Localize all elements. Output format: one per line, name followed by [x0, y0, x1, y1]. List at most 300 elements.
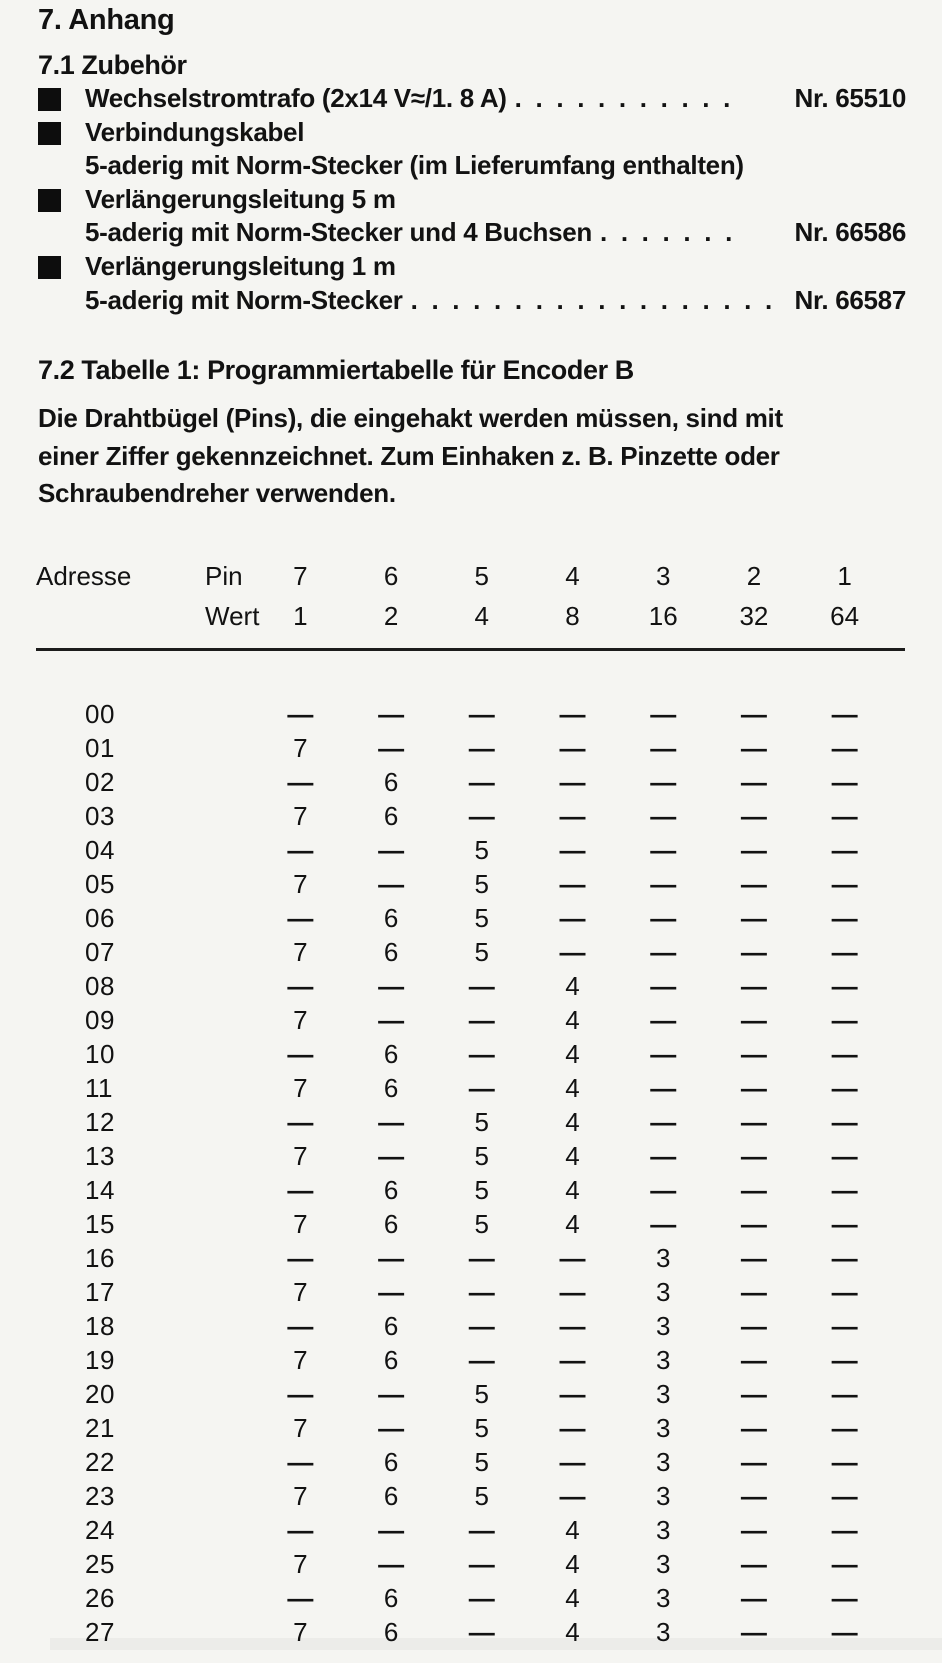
pin-cell: —	[740, 1277, 767, 1307]
row-spacer	[205, 1139, 255, 1173]
address-cell: 06	[85, 903, 115, 933]
wert-value-cell: 64	[830, 601, 860, 631]
pin-cell: 6	[383, 937, 399, 967]
pin-cell: 6	[383, 1039, 399, 1069]
table-row	[36, 697, 890, 731]
pin-cell: —	[740, 801, 767, 831]
row-spacer	[205, 1071, 255, 1105]
pin-cell: 6	[383, 1073, 399, 1103]
table-row	[36, 731, 890, 765]
row-spacer	[205, 1173, 255, 1207]
pin-cell: 7	[293, 1141, 308, 1171]
pin-cell: —	[378, 1277, 405, 1307]
row-spacer	[205, 1445, 255, 1479]
description-line: Schraubendreher verwenden.	[38, 478, 396, 508]
table-row	[36, 1207, 890, 1241]
pin-cell: 5	[474, 1481, 490, 1511]
address-cell: 19	[85, 1345, 115, 1375]
description-line: Die Drahtbügel (Pins), die eingehakt werden müssen, sind mit	[38, 403, 783, 433]
table-pin-label: Pin	[205, 561, 243, 591]
row-spacer	[205, 1377, 255, 1411]
pin-cell: —	[740, 1583, 767, 1613]
table-header-pin-row	[36, 556, 890, 596]
table-row	[36, 1445, 890, 1479]
pin-cell: —	[831, 1073, 858, 1103]
pin-cell: 4	[565, 1583, 580, 1613]
pin-cell: —	[287, 1243, 314, 1273]
pin-cell: 5	[474, 903, 490, 933]
section-7-1-heading: 7.1 Zubehör	[38, 50, 187, 80]
pin-cell: —	[740, 1209, 767, 1239]
table-row	[36, 901, 890, 935]
accessory-item	[38, 216, 906, 250]
pin-cell: 4	[565, 971, 580, 1001]
pin-cell: —	[740, 1413, 767, 1443]
pin-cell: —	[559, 1447, 586, 1477]
pin-cell: —	[831, 767, 858, 797]
pin-cell: 3	[655, 1311, 671, 1341]
item-label: Verlängerungsleitung 1 m	[85, 250, 396, 281]
pin-cell: —	[559, 767, 586, 797]
pin-cell: 5	[474, 1379, 490, 1409]
address-cell: 05	[85, 869, 115, 899]
address-cell: 04	[85, 835, 115, 865]
address-cell: 11	[85, 1073, 113, 1103]
dot-leader: . . . . . . .	[599, 217, 732, 248]
pin-cell: —	[559, 801, 586, 831]
table-row	[36, 833, 890, 867]
pin-cell: —	[650, 1209, 677, 1239]
pin-cell: —	[287, 971, 314, 1001]
pin-cell: 4	[565, 1549, 580, 1579]
pin-cell: —	[559, 1413, 586, 1443]
pin-cell: —	[559, 1243, 586, 1273]
pin-cell: 7	[293, 733, 308, 763]
accessory-item	[38, 284, 906, 318]
pin-cell: 5	[474, 1209, 490, 1239]
table-row	[36, 1581, 890, 1615]
pin-cell: 5	[474, 937, 490, 967]
pin-cell: 6	[383, 767, 399, 797]
pin-cell: —	[650, 1141, 677, 1171]
table-row	[36, 1173, 890, 1207]
pin-cell: 7	[293, 1413, 308, 1443]
pin-cell: 6	[383, 1481, 399, 1511]
accessory-item	[38, 116, 906, 150]
address-cell: 26	[85, 1583, 115, 1613]
table-row	[36, 1377, 890, 1411]
pin-cell: —	[650, 733, 677, 763]
table-header-spacer	[36, 596, 205, 636]
pin-cell: —	[831, 903, 858, 933]
pin-cell: —	[287, 699, 314, 729]
row-spacer	[205, 1411, 255, 1445]
pin-cell: —	[559, 733, 586, 763]
pin-cell: 7	[293, 801, 308, 831]
pin-cell: —	[740, 835, 767, 865]
wert-value-cell: 4	[474, 601, 490, 631]
pin-cell: —	[740, 1617, 767, 1647]
pin-cell: 6	[383, 1175, 399, 1205]
item-ref: Nr. 66586	[794, 217, 906, 248]
pin-cell: —	[378, 869, 405, 899]
table-row	[36, 799, 890, 833]
pin-cell: —	[831, 1107, 858, 1137]
pin-cell: —	[378, 1141, 405, 1171]
pin-cell: —	[650, 903, 677, 933]
pin-cell: —	[740, 1107, 767, 1137]
pin-cell: 4	[565, 1039, 580, 1069]
wert-value-cell: 1	[293, 601, 308, 631]
accessory-item	[38, 183, 906, 217]
pin-cell: —	[468, 801, 495, 831]
pin-cell: —	[831, 1141, 858, 1171]
row-spacer	[205, 731, 255, 765]
row-spacer	[205, 799, 255, 833]
bullet-square-icon	[38, 82, 85, 116]
pin-cell: —	[650, 869, 677, 899]
pin-cell: 3	[655, 1481, 671, 1511]
program-table-header	[0, 556, 890, 636]
pin-cell: —	[831, 1515, 858, 1545]
table-row	[36, 1071, 890, 1105]
pin-cell: 3	[655, 1413, 671, 1443]
pin-cell: 7	[293, 1549, 308, 1579]
bullet-square-icon	[38, 116, 85, 150]
pin-cell: —	[740, 733, 767, 763]
accessory-list	[38, 82, 906, 317]
address-cell: 17	[85, 1277, 115, 1307]
pin-cell: —	[468, 1005, 495, 1035]
pin-cell: —	[287, 1379, 314, 1409]
pin-cell: 7	[293, 1209, 308, 1239]
pin-cell: —	[650, 767, 677, 797]
pin-cell: —	[831, 1617, 858, 1647]
pin-cell: 6	[383, 1583, 399, 1613]
pin-cell: —	[559, 1277, 586, 1307]
pin-cell: 7	[293, 1005, 308, 1035]
bullet-square-icon	[38, 183, 85, 217]
address-cell: 24	[85, 1515, 115, 1545]
pin-cell: —	[650, 1039, 677, 1069]
pin-cell: —	[740, 767, 767, 797]
indent-spacer	[38, 284, 85, 318]
item-ref: Nr. 66587	[794, 284, 906, 315]
address-cell: 25	[85, 1549, 115, 1579]
item-label: Wechselstromtrafo (2x14 V≈/1. 8 A)	[85, 83, 507, 113]
pin-cell: —	[740, 1549, 767, 1579]
table-row	[36, 1105, 890, 1139]
pin-cell: —	[740, 1481, 767, 1511]
pin-number-cell: 7	[293, 561, 308, 591]
pin-cell: 4	[565, 1175, 580, 1205]
row-spacer	[205, 1343, 255, 1377]
pin-cell: —	[287, 903, 314, 933]
address-cell: 15	[85, 1209, 115, 1239]
table-address-label: Adresse	[36, 561, 132, 591]
address-cell: 09	[85, 1005, 115, 1035]
row-spacer	[205, 833, 255, 867]
pin-cell: 7	[293, 1617, 308, 1647]
address-cell: 08	[85, 971, 115, 1001]
pin-cell: —	[831, 1311, 858, 1341]
pin-cell: —	[559, 903, 586, 933]
pin-cell: 4	[565, 1209, 580, 1239]
indent-spacer	[38, 149, 85, 183]
row-spacer	[205, 1003, 255, 1037]
pin-cell: 4	[565, 1107, 580, 1137]
pin-cell: 6	[383, 1345, 399, 1375]
pin-cell: 3	[655, 1515, 671, 1545]
row-spacer	[205, 1241, 255, 1275]
accessory-item	[38, 82, 906, 116]
pin-cell: —	[831, 1039, 858, 1069]
pin-cell: 7	[293, 1481, 308, 1511]
item-label: 5-aderig mit Norm-Stecker	[85, 284, 403, 315]
pin-cell: —	[378, 699, 405, 729]
pin-cell: —	[831, 1243, 858, 1273]
pin-cell: —	[740, 1515, 767, 1545]
pin-cell: —	[287, 835, 314, 865]
pin-cell: —	[831, 1277, 858, 1307]
address-cell: 18	[85, 1311, 115, 1341]
table-row	[36, 867, 890, 901]
row-spacer	[205, 1037, 255, 1071]
pin-cell: —	[740, 1005, 767, 1035]
pin-cell: 5	[474, 869, 490, 899]
pin-cell: —	[831, 1209, 858, 1239]
pin-cell: —	[559, 869, 586, 899]
pin-cell: 5	[474, 1175, 490, 1205]
pin-cell: —	[378, 835, 405, 865]
pin-cell: 4	[565, 1073, 580, 1103]
pin-cell: —	[650, 835, 677, 865]
pin-cell: —	[468, 1039, 495, 1069]
pin-number-cell: 2	[746, 561, 762, 591]
pin-cell: 5	[474, 835, 490, 865]
pin-cell: —	[831, 1447, 858, 1477]
page-title: 7. Anhang	[38, 4, 175, 36]
pin-cell: —	[740, 1073, 767, 1103]
pin-cell: —	[468, 1515, 495, 1545]
row-spacer	[205, 935, 255, 969]
pin-number-cell: 5	[474, 561, 490, 591]
table-rule	[36, 648, 905, 651]
pin-cell: —	[740, 699, 767, 729]
pin-cell: —	[468, 1311, 495, 1341]
pin-cell: —	[831, 1005, 858, 1035]
pin-cell: —	[468, 1583, 495, 1613]
pin-cell: —	[378, 1379, 405, 1409]
pin-cell: —	[740, 1345, 767, 1375]
indent-spacer	[38, 216, 85, 250]
pin-cell: 3	[655, 1243, 671, 1273]
row-spacer	[205, 1275, 255, 1309]
pin-cell: 3	[655, 1277, 671, 1307]
pin-cell: —	[650, 1073, 677, 1103]
pin-cell: —	[740, 1447, 767, 1477]
pin-cell: —	[831, 1481, 858, 1511]
pin-cell: 3	[655, 1379, 671, 1409]
table-header-wert-row	[36, 596, 890, 636]
pin-cell: —	[650, 1107, 677, 1137]
address-cell: 16	[85, 1243, 115, 1273]
pin-cell: —	[468, 767, 495, 797]
pin-cell: —	[378, 1413, 405, 1443]
table-row	[36, 1037, 890, 1071]
row-spacer	[205, 969, 255, 1003]
table-row	[36, 1513, 890, 1547]
row-spacer	[205, 1207, 255, 1241]
pin-cell: —	[740, 1141, 767, 1171]
pin-cell: —	[740, 937, 767, 967]
pin-number-cell: 6	[383, 561, 399, 591]
pin-cell: —	[740, 1311, 767, 1341]
pin-cell: 5	[474, 1107, 490, 1137]
row-spacer	[205, 765, 255, 799]
pin-cell: —	[287, 1311, 314, 1341]
pin-cell: —	[740, 971, 767, 1001]
pin-cell: 6	[383, 1311, 399, 1341]
pin-cell: —	[468, 699, 495, 729]
address-cell: 21	[85, 1413, 115, 1443]
pin-cell: —	[831, 835, 858, 865]
wert-value-cell: 32	[739, 601, 769, 631]
address-cell: 07	[85, 937, 115, 967]
row-spacer	[205, 697, 255, 731]
pin-cell: —	[378, 733, 405, 763]
pin-cell: 7	[293, 1345, 308, 1375]
pin-cell: —	[831, 733, 858, 763]
pin-cell: —	[287, 1039, 314, 1069]
pin-cell: 7	[293, 1073, 308, 1103]
pin-cell: —	[831, 801, 858, 831]
address-cell: 03	[85, 801, 115, 831]
item-label: 5-aderig mit Norm-Stecker (im Lieferumfang enthalten)	[85, 150, 744, 181]
table-row	[36, 1139, 890, 1173]
pin-cell: —	[468, 733, 495, 763]
address-cell: 20	[85, 1379, 115, 1409]
address-cell: 00	[85, 699, 115, 729]
table-row	[36, 1343, 890, 1377]
scan-artifact	[50, 1638, 942, 1650]
table-row	[36, 1241, 890, 1275]
pin-number-cell: 4	[565, 561, 580, 591]
pin-cell: —	[831, 1175, 858, 1205]
address-cell: 27	[85, 1617, 115, 1647]
address-cell: 23	[85, 1481, 115, 1511]
pin-cell: 5	[474, 1447, 490, 1477]
pin-cell: —	[468, 1617, 495, 1647]
pin-cell: —	[831, 1549, 858, 1579]
pin-cell: —	[468, 1073, 495, 1103]
pin-cell: —	[831, 1345, 858, 1375]
pin-cell: —	[559, 1345, 586, 1375]
pin-cell: —	[831, 937, 858, 967]
row-spacer	[205, 1547, 255, 1581]
pin-cell: —	[559, 1481, 586, 1511]
pin-cell: 6	[383, 1617, 399, 1647]
pin-cell: —	[287, 1515, 314, 1545]
table-row	[36, 935, 890, 969]
pin-cell: —	[378, 1515, 405, 1545]
pin-cell: —	[831, 971, 858, 1001]
pin-number-cell: 3	[655, 561, 671, 591]
row-spacer	[205, 1309, 255, 1343]
pin-cell: —	[378, 1549, 405, 1579]
address-cell: 10	[85, 1039, 115, 1069]
wert-value-cell: 8	[565, 601, 580, 631]
address-cell: 22	[85, 1447, 115, 1477]
pin-cell: 6	[383, 1209, 399, 1239]
description-line: einer Ziffer gekennzeichnet. Zum Einhaken z. B. Pinzette oder	[38, 440, 780, 471]
item-ref: Nr. 65510	[794, 83, 906, 113]
pin-cell: —	[468, 1243, 495, 1273]
section-7-2-heading: 7.2 Tabelle 1: Programmiertabelle für Encoder B	[38, 355, 634, 385]
pin-cell: 3	[655, 1583, 671, 1613]
pin-cell: —	[287, 1175, 314, 1205]
pin-cell: 7	[293, 1277, 308, 1307]
pin-cell: —	[287, 1447, 314, 1477]
pin-cell: —	[378, 1005, 405, 1035]
pin-cell: 3	[655, 1345, 671, 1375]
table-row	[36, 1275, 890, 1309]
pin-cell: 3	[655, 1447, 671, 1477]
pin-cell: —	[831, 869, 858, 899]
pin-cell: —	[468, 971, 495, 1001]
pin-cell: 5	[474, 1141, 490, 1171]
pin-cell: —	[468, 1345, 495, 1375]
pin-cell: —	[650, 971, 677, 1001]
pin-cell: —	[740, 1379, 767, 1409]
pin-cell: 6	[383, 1447, 399, 1477]
item-label: 5-aderig mit Norm-Stecker und 4 Buchsen	[85, 217, 592, 248]
address-cell: 12	[85, 1107, 115, 1137]
pin-cell: —	[559, 835, 586, 865]
pin-cell: —	[740, 1039, 767, 1069]
table-description	[38, 400, 918, 513]
accessory-item	[38, 250, 906, 284]
table-row	[36, 1309, 890, 1343]
item-label: Verbindungskabel	[85, 116, 305, 147]
dot-leader: . . . . . . . . . . .	[514, 83, 731, 113]
table-row	[36, 1411, 890, 1445]
program-table-body	[0, 697, 890, 1649]
pin-cell: —	[378, 1243, 405, 1273]
table-row	[36, 765, 890, 799]
pin-cell: 4	[565, 1617, 580, 1647]
pin-cell: 3	[655, 1549, 671, 1579]
table-row	[36, 969, 890, 1003]
address-cell: 01	[85, 733, 115, 763]
pin-cell: 7	[293, 937, 308, 967]
table-row	[36, 1547, 890, 1581]
pin-cell: —	[559, 699, 586, 729]
wert-value-cell: 2	[383, 601, 399, 631]
pin-cell: —	[468, 1277, 495, 1307]
pin-cell: —	[740, 903, 767, 933]
item-label: Verlängerungsleitung 5 m	[85, 183, 396, 214]
table-wert-label: Wert	[205, 601, 260, 631]
pin-cell: —	[650, 937, 677, 967]
pin-cell: —	[831, 1413, 858, 1443]
address-cell: 14	[85, 1175, 115, 1205]
row-spacer	[205, 1105, 255, 1139]
row-spacer	[205, 1513, 255, 1547]
table-row	[36, 1003, 890, 1037]
pin-cell: —	[559, 1379, 586, 1409]
pin-cell: —	[287, 1583, 314, 1613]
